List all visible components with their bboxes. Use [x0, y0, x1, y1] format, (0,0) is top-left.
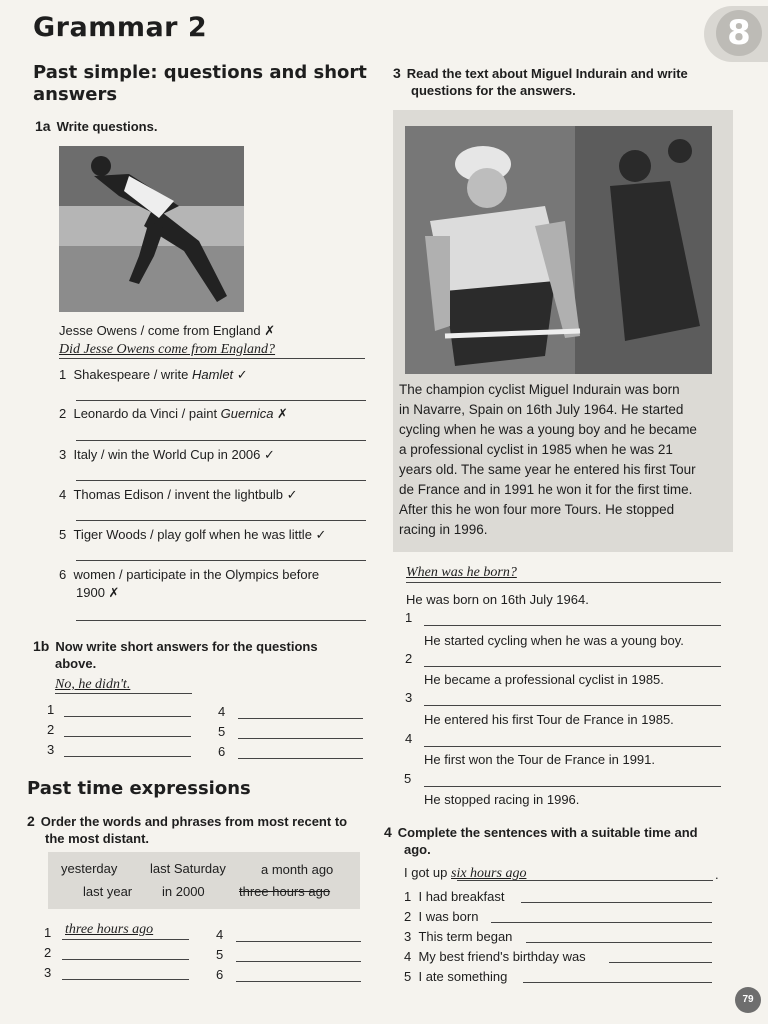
ex1a-item-2: 2 Leonardo da Vinci / paint Guernica ✗ — [59, 406, 288, 421]
ex4-line-3[interactable] — [526, 942, 712, 943]
ex1b-num-4: 4 — [218, 704, 226, 719]
ex4-item-3: 3 This term began — [404, 929, 513, 944]
ex3-num-5: 5 — [404, 771, 412, 786]
ex4-line-2[interactable] — [491, 922, 712, 923]
ex2-num-2: 2 — [44, 945, 52, 960]
ex4-example-period: . — [715, 867, 719, 882]
ex1b-example: No, he didn't. — [55, 677, 131, 692]
ex1b-line-5[interactable] — [238, 738, 363, 739]
ex1b-line-6[interactable] — [238, 758, 363, 759]
ex4-line-5[interactable] — [523, 982, 712, 983]
ex1a-answer-line-3[interactable] — [76, 480, 366, 481]
ex1b-num-5: 5 — [218, 724, 226, 739]
ex1b-num-3: 3 — [47, 742, 55, 757]
ex1a-item-4: 4 Thomas Edison / invent the lightbulb ✓ — [59, 487, 298, 502]
ex3-num-1: 1 — [405, 610, 413, 625]
ex4-example-line — [457, 880, 713, 881]
exercise-2-instruction: 2 Order the words and phrases from most recent to the most distant. — [27, 813, 348, 846]
ex2-line-1[interactable] — [62, 939, 189, 940]
ex3-answer-5: He stopped racing in 1996. — [424, 792, 580, 807]
jesse-owens-photo — [59, 146, 244, 312]
ex1a-answer-line-5[interactable] — [76, 560, 366, 561]
ex3-question-line-3[interactable] — [424, 705, 721, 706]
ex1a-answer-line-4[interactable] — [76, 520, 366, 521]
ex4-example: I got up six hours ago — [404, 865, 527, 881]
ex2-line-4[interactable] — [236, 941, 361, 942]
ex4-item-1: 1 I had breakfast — [404, 889, 505, 904]
word-a-month-ago: a month ago — [261, 862, 334, 877]
exercise-4-instruction: 4 Complete the sentences with a suitable time and ago. — [384, 824, 698, 857]
ex4-item-5: 5 I ate something — [404, 969, 508, 984]
ex1a-answer-line-6[interactable] — [76, 620, 366, 621]
ex2-num-4: 4 — [216, 927, 224, 942]
ex3-question-line-1[interactable] — [424, 625, 721, 626]
ex1a-example-prompt: Jesse Owens / come from England ✗ — [59, 323, 276, 338]
ex1a-item-5: 5 Tiger Woods / play golf when he was little ✓ — [59, 527, 327, 542]
ex3-num-3: 3 — [405, 690, 413, 705]
ex3-answer-4: He first won the Tour de France in 1991. — [424, 752, 655, 767]
ex1a-example-answer: Did Jesse Owens come from England? — [59, 342, 276, 357]
ex3-example-question: When was he born? — [406, 565, 517, 580]
ex4-line-1[interactable] — [521, 902, 712, 903]
ex4-line-4[interactable] — [609, 962, 712, 963]
ex3-answer-2: He became a professional cyclist in 1985. — [424, 672, 664, 687]
ex1b-line-4[interactable] — [238, 718, 363, 719]
word-yesterday: yesterday — [61, 861, 118, 876]
ex2-num-5: 5 — [216, 947, 224, 962]
ex3-answer-3: He entered his first Tour de France in 1985. — [424, 712, 674, 727]
ex3-num-4: 4 — [405, 731, 413, 746]
ex1a-answer-line-2[interactable] — [76, 440, 366, 441]
ex1b-example-line — [55, 693, 192, 694]
ex2-num-6: 6 — [216, 967, 224, 982]
word-last-saturday: last Saturday — [150, 861, 226, 876]
exercise-1b-instruction: 1b Now write short answers for the questions above. — [33, 638, 318, 671]
ex1b-num-6: 6 — [218, 744, 226, 759]
miguel-indurain-photo — [405, 126, 712, 374]
ex3-num-2: 2 — [405, 651, 413, 666]
ex4-item-2: 2 I was born — [404, 909, 479, 924]
ex1a-item-3: 3 Italy / win the World Cup in 2006 ✓ — [59, 447, 275, 462]
ex1a-item-6: 6 women / participate in the Olympics before 1900 ✗ — [59, 567, 320, 600]
ex3-answer-1: He started cycling when he was a young boy. — [424, 633, 684, 648]
page-number: 79 — [735, 987, 761, 1013]
ex4-item-4: 4 My best friend's birthday was — [404, 949, 586, 964]
ex3-example-answer: He was born on 16th July 1964. — [406, 592, 589, 607]
ex1b-line-1[interactable] — [64, 716, 191, 717]
exercise-1a-instruction: 1a Write questions. — [35, 118, 158, 134]
ex1b-num-2: 2 — [47, 722, 55, 737]
ex2-line-6[interactable] — [236, 981, 361, 982]
ex2-num-1: 1 — [44, 925, 52, 940]
section-heading-past-time: Past time expressions — [27, 778, 251, 799]
ex1b-line-3[interactable] — [64, 756, 191, 757]
reading-text: The champion cyclist Miguel Indurain was born in Navarre, Spain on 16th July 1964. He started cycling when he was a young boy and he became a professional cyclist in 1985 when he was 21 years old. The same year he entered his first Tour de France and in 1991 he won it for the first time. After this he won four more Tours. He stopped racing in 1996. — [399, 382, 697, 537]
unit-number: 8 — [716, 10, 762, 56]
ex1a-answer-line-1[interactable] — [76, 400, 366, 401]
ex3-example-line — [406, 582, 721, 583]
unit-badge — [704, 6, 768, 62]
ex2-line-3[interactable] — [62, 979, 189, 980]
page-title: Grammar 2 — [33, 12, 208, 43]
ex1a-example-line — [59, 358, 365, 359]
ex3-question-line-2[interactable] — [424, 666, 721, 667]
ex2-line-2[interactable] — [62, 959, 189, 960]
ex3-question-line-4[interactable] — [424, 746, 721, 747]
ex2-line-5[interactable] — [236, 961, 361, 962]
exercise-3-instruction: 3 Read the text about Miguel Indurain and write questions for the answers. — [393, 65, 688, 98]
word-last-year: last year — [83, 884, 133, 899]
ex3-question-line-5[interactable] — [424, 786, 721, 787]
word-in-2000: in 2000 — [162, 884, 205, 899]
ex2-answer-1: three hours ago — [65, 922, 154, 937]
ex1b-line-2[interactable] — [64, 736, 191, 737]
ex1b-num-1: 1 — [47, 702, 55, 717]
section-heading-past-simple: Past simple: questions and short answers — [33, 62, 367, 105]
ex1a-item-1: 1 Shakespeare / write Hamlet ✓ — [59, 367, 248, 382]
word-three-hours-ago: three hours ago — [239, 884, 331, 899]
ex2-num-3: 3 — [44, 965, 52, 980]
